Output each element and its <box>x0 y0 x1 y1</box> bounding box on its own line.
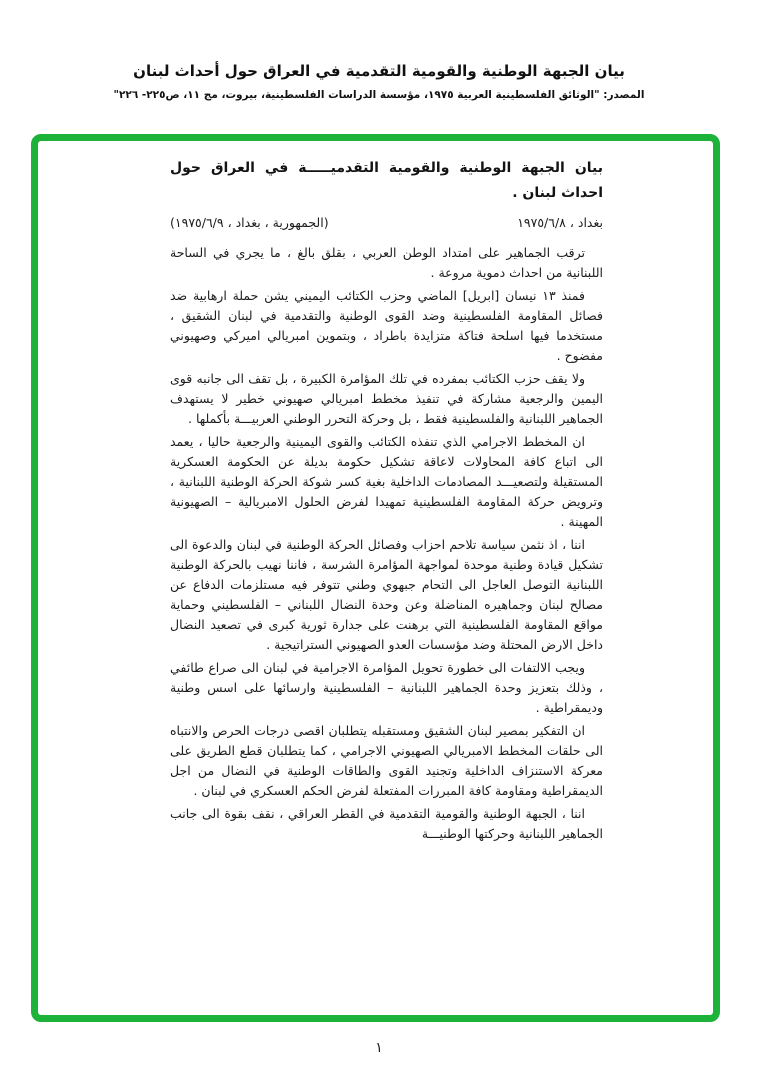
document-frame <box>31 134 720 1022</box>
document-heading: بيان الجبهة الوطنية والقومية التقدميـــــة في العراق حول احداث لبنان . <box>170 160 603 201</box>
paragraph: ويجب الالتفات الى خطورة تحويل المؤامرة الاجرامية في لبنان الى صراع طائفي ، وذلك بتعزيز وحدة الجماهير اللبنانية – الفلسطينية وارسائها على اسس وطنية وديمقراطية . <box>170 660 603 715</box>
dateline-source-ref: (الجمهورية ، بغداد ، ١٩٧٥/٦/٩) <box>170 215 329 230</box>
paragraph: ترقب الجماهير على امتداد الوطن العربي ، بقلق بالغ ، ما يجري في الساحة اللبنانية من احداث دموية مروعة . <box>170 245 603 280</box>
source-citation: المصدر: "الوثائق الفلسطينية العربية ١٩٧٥، مؤسسة الدراسات الفلسطينية، بيروت، مج ١١، ص٢٢٥- ٢٢٦" <box>113 89 645 101</box>
dateline <box>170 213 603 233</box>
dateline-place-date: بغداد ، ١٩٧٥/٦/٨ <box>517 215 603 230</box>
paragraph: اننا ، الجبهة الوطنية والقومية التقدمية في القطر العراقي ، نقف بقوة الى جانب الجماهير اللبنانية وحركتها الوطنيـــة <box>170 806 603 841</box>
page-title: بيان الجبهة الوطنية والقومية التقدمية في العراق حول أحداث لبنان <box>133 62 625 80</box>
paragraph: اننا ، اذ نثمن سياسة تلاحم احزاب وفصائل الحركة الوطنية في لبنان والدعوة الى تشكيل قيادة وطنية موحدة لمواجهة المؤامرة الشرسة ، فاننا نهيب بالحركة الوطنية اللبنانية التوصل العاجل الى التحام جبهوي وطني تتوفر فيه مستلزمات الدفاع عن مصالح لبنان وجماهيره المناضلة وعن وحدة النضال اللبناني – الفلسطيني وحماية مواقع المقاومة الفلسطينية التي برهنت على جدارة ثورية كبرى في تصعيد النضال داخل الارض المحتلة وضد مؤسسات العدو الصهيوني الستراتيجية . <box>170 537 603 652</box>
paragraph: ان التفكير بمصير لبنان الشقيق ومستقبله يتطلبان اقصى درجات الحرص والانتباه الى حلقات المخطط الامبريالي الصهيوني الاجرامي ، كما يتطلبان قطع الطريق على معركة الاستنزاف الداخلية وتجنيد القوى والطاقات الوطنية في النضال من اجل الديمقراطية ومقاومة كافة المبررات المفتعلة لفرض الحكم العسكري في لبنان . <box>170 723 603 798</box>
page-number: ١ <box>375 1040 383 1056</box>
paragraph: فمنذ ١٣ نيسان [ابريل] الماضي وحزب الكتائب اليميني يشن حملة ارهابية ضد فصائل المقاومة الفلسطينية وضد القوى الوطنية والتقدمية في لبنان الشقيق ، مستخدما فيها اسلحة فتاكة متزايدة باطراد ، وبتموين امبريالي اميركي وصهيوني مفضوح . <box>170 288 603 363</box>
paragraph: ولا يقف حزب الكتائب بمفرده في تلك المؤامرة الكبيرة ، بل تقف الى جانبه قوى اليمين والرجعية مشاركة في تنفيذ مخطط امبريالي صهيوني خطير لا يستهدف الجماهير اللبنانية والفلسطينية فقط ، بل وحركة التحرر الوطني العربيـــة بأكملها . <box>170 371 603 426</box>
paragraph: ان المخطط الاجرامي الذي تنفذه الكتائب والقوى اليمينية والرجعية حاليا ، يعمد الى اتباع كافة المحاولات لاعاقة تشكيل حكومة بديلة عن الحكومة العسكرية المستقيلة ولتصعيـــد المصادمات الداخلية بغية كسر شوكة الحركة الوطنية اللبنانية ، وترويض حركة المقاومة الفلسطينية تمهيدا لفرض الحلول الامبريالية – الصهيونية المهينة . <box>170 434 603 529</box>
document-body <box>38 141 713 1015</box>
